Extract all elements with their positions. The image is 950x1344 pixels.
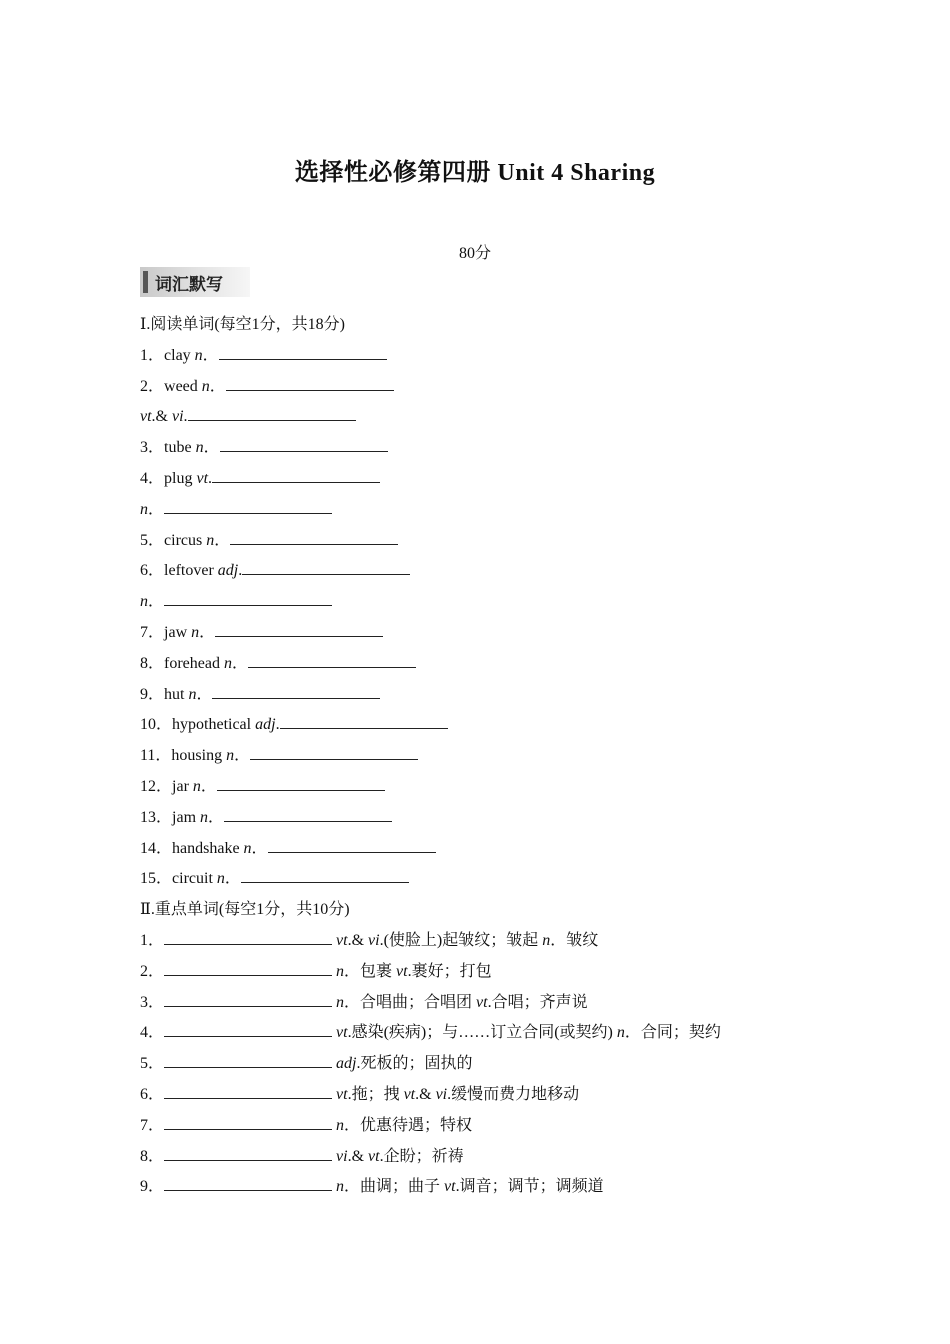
reading-item	[140, 499, 840, 530]
item-number: 8．	[140, 654, 165, 672]
part-of-speech: n	[336, 1116, 345, 1134]
part-of-speech: n	[216, 870, 225, 888]
item-number: 13．	[140, 808, 173, 826]
part-of-speech: vi	[435, 1085, 448, 1103]
part-of-speech: vt	[336, 1024, 348, 1042]
answer-blank[interactable]	[224, 807, 392, 822]
key-word-item	[140, 1176, 840, 1207]
item-number: 7．	[140, 623, 165, 641]
reading-item	[140, 807, 840, 838]
part-of-speech: vt	[403, 1085, 416, 1103]
part-of-speech: n	[191, 623, 200, 641]
part-of-speech: vt	[336, 1085, 348, 1103]
item-number: 11．	[140, 747, 172, 765]
section-banner	[140, 267, 250, 297]
reading-item	[140, 622, 840, 653]
definition-text: ．合唱曲；合唱团	[344, 993, 477, 1011]
pos-separator: ．	[214, 531, 231, 549]
part-of-speech: vi	[368, 931, 380, 949]
answer-blank[interactable]	[230, 530, 398, 545]
key-word-item	[140, 1022, 840, 1053]
answer-blank[interactable]	[217, 776, 385, 791]
answer-blank[interactable]	[212, 684, 380, 699]
pos-separator: ．	[202, 346, 219, 364]
part-of-speech: vt	[444, 1178, 456, 1196]
definition-text: .&	[347, 1147, 369, 1165]
answer-blank[interactable]	[250, 745, 418, 760]
definition-text: .感染(疾病)；与……订立合同(或契约)	[347, 1024, 617, 1042]
pos-separator: .	[183, 408, 188, 426]
pos-separator: ．	[148, 500, 165, 518]
item-word: handshake	[172, 839, 244, 857]
item-number: 3．	[140, 993, 165, 1011]
pos-separator: ．	[231, 654, 248, 672]
key-word-item	[140, 1115, 840, 1146]
answer-blank[interactable]	[220, 437, 388, 452]
answer-blank[interactable]	[242, 560, 410, 575]
pos-separator: .	[238, 562, 243, 580]
pos-separator: ．	[200, 777, 217, 795]
pos-separator: ．	[209, 377, 226, 395]
part-of-speech: n	[140, 500, 148, 518]
item-number: 5．	[140, 531, 165, 549]
part-of-speech: adj	[255, 716, 276, 734]
item-word: housing	[171, 747, 227, 765]
key-word-item	[140, 992, 840, 1023]
key-word-item	[140, 930, 840, 961]
item-number: 5．	[140, 1055, 165, 1073]
part-of-speech: n	[226, 747, 235, 765]
pos-separator: .	[208, 469, 213, 487]
part-of-speech: n	[223, 654, 232, 672]
answer-blank[interactable]	[164, 1022, 332, 1037]
answer-blank[interactable]	[164, 930, 332, 945]
pos-separator: ．	[251, 839, 268, 857]
definition-text: .调音；调节；调频道	[455, 1178, 604, 1196]
item-number: 2．	[140, 962, 165, 980]
answer-blank[interactable]	[164, 591, 332, 606]
item-number: 6．	[140, 1085, 165, 1103]
pos-separator: ．	[199, 623, 216, 641]
item-number: 3．	[140, 439, 165, 457]
pos-separator: ．	[196, 685, 213, 703]
answer-blank[interactable]	[188, 406, 356, 421]
part-of-speech: vt	[368, 1147, 380, 1165]
part-of-speech: n	[336, 962, 345, 980]
part-of-speech: n	[192, 777, 201, 795]
reading-item	[140, 868, 840, 899]
item-number: 12．	[140, 777, 173, 795]
item-number: 1．	[140, 931, 165, 949]
item-number: 10．	[140, 716, 173, 734]
definition-text: ．优惠待遇；特权	[344, 1116, 473, 1134]
part-of-speech: n	[188, 685, 197, 703]
item-number: 4．	[140, 1024, 165, 1042]
part-of-speech: vt	[396, 962, 408, 980]
answer-blank[interactable]	[212, 468, 380, 483]
part-of-speech: n	[194, 346, 203, 364]
pos-separator: .&	[151, 408, 172, 426]
part-of-speech: n	[206, 531, 215, 549]
part-of-speech: n	[243, 839, 252, 857]
pos-separator: .	[275, 716, 280, 734]
section-1-heading: Ⅰ.阅读单词(每空1分，共18分)	[140, 316, 345, 333]
definition-text: ．合同；契约	[624, 1024, 721, 1042]
definition-text: ．皱纹	[550, 931, 599, 949]
answer-blank[interactable]	[226, 376, 394, 391]
item-word: jaw	[164, 623, 192, 641]
part-of-speech: n	[336, 993, 345, 1011]
answer-blank[interactable]	[219, 345, 387, 360]
item-number: 15．	[140, 870, 173, 888]
reading-item	[140, 776, 840, 807]
reading-item	[140, 653, 840, 684]
part-of-speech: n	[140, 593, 148, 611]
pos-separator: ．	[208, 808, 225, 826]
definition-text: .拖；拽	[347, 1085, 404, 1103]
reading-item	[140, 714, 840, 745]
pos-separator: ．	[148, 593, 165, 611]
part-of-speech: n	[195, 439, 204, 457]
answer-blank[interactable]	[164, 499, 332, 514]
key-word-item	[140, 961, 840, 992]
item-number: 1．	[140, 346, 165, 364]
total-score: 80分	[458, 245, 491, 262]
item-word: clay	[164, 346, 195, 364]
item-number: 6．	[140, 562, 165, 580]
part-of-speech: vi	[336, 1147, 348, 1165]
item-number: 9．	[140, 1178, 165, 1196]
banner-label: 词汇默写	[155, 274, 223, 295]
answer-blank[interactable]	[164, 1176, 332, 1191]
key-word-item	[140, 1053, 840, 1084]
definition-text: ．曲调；曲子	[344, 1178, 445, 1196]
definition-text: ．包裹	[344, 962, 397, 980]
item-number: 7．	[140, 1116, 165, 1134]
reading-item	[140, 468, 840, 499]
item-word: jar	[172, 777, 193, 795]
definition-text: .&	[415, 1085, 436, 1103]
part-of-speech: n	[542, 931, 551, 949]
section-1-items	[140, 345, 840, 899]
definition-text: .合唱；齐声说	[487, 993, 588, 1011]
item-word: weed	[164, 377, 202, 395]
definition-text: .死板的；固执的	[356, 1055, 473, 1073]
key-word-item	[140, 1084, 840, 1115]
banner-bar	[143, 271, 148, 293]
pos-separator: ．	[203, 439, 220, 457]
definition-text: .(使脸上)起皱纹；皱起	[379, 931, 543, 949]
part-of-speech: n	[336, 1178, 345, 1196]
definition-text: .裹好；打包	[407, 962, 492, 980]
answer-blank[interactable]	[164, 992, 332, 1007]
answer-blank[interactable]	[248, 653, 416, 668]
reading-item	[140, 591, 840, 622]
definition-text: .企盼；祈祷	[379, 1147, 464, 1165]
item-number: 9．	[140, 685, 165, 703]
part-of-speech: vt	[336, 931, 348, 949]
part-of-speech: vi	[172, 408, 184, 426]
definition-text: .缓慢而费力地移动	[447, 1085, 580, 1103]
part-of-speech: n	[201, 377, 210, 395]
item-number: 8．	[140, 1147, 165, 1165]
key-word-item	[140, 1146, 840, 1177]
item-word: circuit	[172, 870, 217, 888]
part-of-speech: n	[200, 808, 209, 826]
section-2-heading: Ⅱ.重点单词(每空1分，共10分)	[140, 901, 350, 919]
item-number: 2．	[140, 377, 165, 395]
item-word: plug	[164, 469, 197, 487]
answer-blank[interactable]	[268, 838, 436, 853]
answer-blank[interactable]	[215, 622, 383, 637]
answer-blank[interactable]	[164, 961, 332, 976]
reading-item	[140, 345, 840, 376]
part-of-speech: adj	[336, 1055, 357, 1073]
item-number: 4．	[140, 469, 165, 487]
reading-item	[140, 437, 840, 468]
part-of-speech: n	[616, 1024, 625, 1042]
page-title: 选择性必修第四册 Unit 4 Sharing	[294, 160, 656, 186]
item-word: hypothetical	[172, 716, 256, 734]
item-word: hut	[164, 685, 189, 703]
pos-separator: ．	[224, 870, 241, 888]
part-of-speech: adj	[217, 562, 239, 580]
exercise-content	[140, 314, 840, 1207]
pos-separator: ．	[234, 747, 251, 765]
part-of-speech: vt	[476, 993, 488, 1011]
part-of-speech: vt	[140, 408, 152, 426]
reading-item	[140, 376, 840, 407]
answer-blank[interactable]	[164, 1146, 332, 1161]
item-word: forehead	[164, 654, 224, 672]
answer-blank[interactable]	[164, 1115, 332, 1130]
section-2-items	[140, 930, 840, 1207]
part-of-speech: vt	[196, 469, 209, 487]
reading-item	[140, 684, 840, 715]
reading-item	[140, 406, 840, 437]
reading-item	[140, 838, 840, 869]
reading-item	[140, 745, 840, 776]
item-word: jam	[172, 808, 201, 826]
definition-text: .&	[347, 931, 369, 949]
answer-blank[interactable]	[164, 1084, 332, 1099]
answer-blank[interactable]	[280, 714, 448, 729]
answer-blank[interactable]	[241, 868, 409, 883]
reading-item	[140, 560, 840, 591]
answer-blank[interactable]	[164, 1053, 332, 1068]
reading-item	[140, 530, 840, 561]
item-word: tube	[164, 439, 196, 457]
item-word: circus	[164, 531, 207, 549]
item-word: leftover	[164, 562, 218, 580]
item-number: 14．	[140, 839, 173, 857]
